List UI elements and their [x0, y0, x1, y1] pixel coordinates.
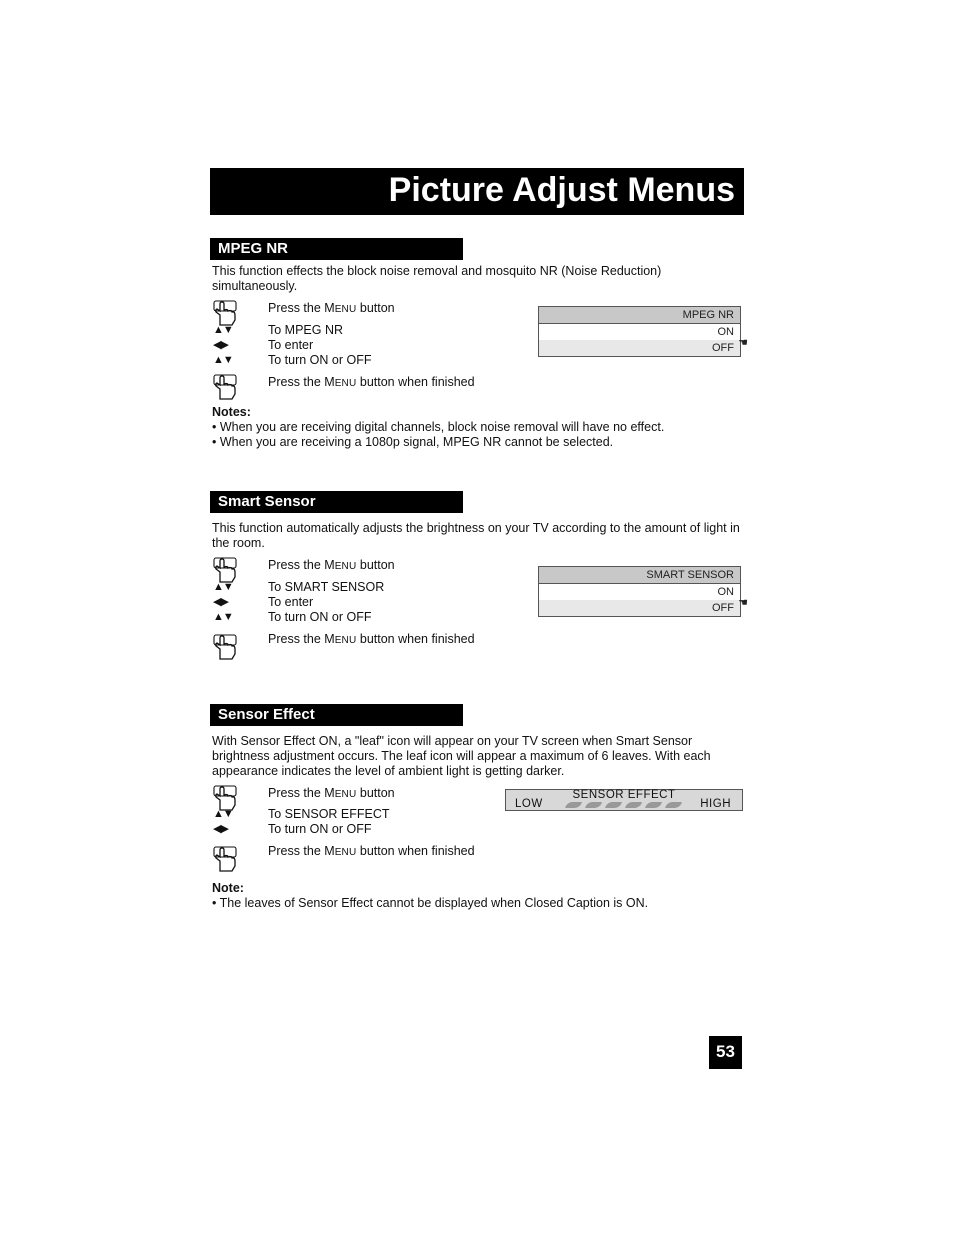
- step-enter: To enter: [268, 595, 314, 609]
- section-heading-text: MPEG NR: [218, 240, 289, 257]
- up-down-arrows-icon: ▲▼: [213, 808, 233, 820]
- left-right-arrows-icon: ◀▶: [213, 339, 228, 351]
- up-down-arrows-icon: ▲▼: [213, 354, 233, 366]
- osd-header: MPEG NR: [539, 307, 740, 324]
- osd-option-on: ON: [717, 326, 734, 338]
- osd-menu-smart-sensor: [538, 566, 748, 617]
- leaf-icon: [625, 802, 642, 808]
- osd-option-on: ON: [717, 586, 734, 598]
- up-down-arrows-icon: ▲▼: [213, 611, 233, 623]
- leaf-icon: [645, 802, 662, 808]
- hand-pointer-icon: ☚: [738, 597, 748, 609]
- note-item: • When you are receiving a 1080p signal, MPEG NR cannot be selected.: [212, 435, 614, 449]
- step-toggle: To turn ON or OFF: [268, 822, 372, 836]
- page-title-bar: [210, 168, 744, 215]
- page-number: 53: [716, 1042, 735, 1061]
- page-title: Picture Adjust Menus: [388, 171, 735, 209]
- step-press-menu: Press the MENU button: [268, 301, 395, 315]
- leaf-icon: [605, 802, 622, 808]
- step-select: To SMART SENSOR: [268, 580, 385, 594]
- osd-option-off: OFF ☚: [539, 340, 740, 356]
- leaf-icon: [665, 802, 682, 808]
- left-right-arrows-icon: ◀▶: [213, 823, 228, 835]
- hand-pointer-icon: ☚: [738, 337, 748, 349]
- section-description: This function automatically adjusts the brightness on your TV according to the amount of light in the room.: [212, 521, 740, 550]
- notes-heading: Note:: [212, 881, 244, 895]
- osd-menu-mpeg-nr: [538, 306, 748, 357]
- osd-header: SMART SENSOR: [539, 567, 740, 584]
- remote-button-press-icon: [213, 846, 237, 872]
- step-select: To MPEG NR: [268, 323, 344, 337]
- step-press-menu: Press the MENU button: [268, 786, 395, 800]
- step-press-menu: Press the MENU button: [268, 558, 395, 572]
- step-press-menu-finished: Press the MENU button when finished: [268, 844, 475, 858]
- section-heading-text: Smart Sensor: [218, 493, 316, 510]
- section-heading-text: Sensor Effect: [218, 706, 315, 723]
- section-heading-mpeg-nr: [210, 238, 463, 260]
- osd-option-off: OFF ☚: [539, 600, 740, 616]
- up-down-arrows-icon: ▲▼: [213, 581, 233, 593]
- osd-sensor-effect-bar: [505, 789, 743, 811]
- remote-button-press-icon: [213, 634, 237, 660]
- up-down-arrows-icon: ▲▼: [213, 324, 233, 336]
- step-toggle: To turn ON or OFF: [268, 610, 372, 624]
- note-item: • When you are receiving digital channels, block noise removal will have no effect.: [212, 420, 665, 434]
- step-press-menu-finished: Press the MENU button when finished: [268, 632, 475, 646]
- osd-sensor-effect-title: SENSOR EFFECT: [572, 789, 676, 801]
- note-item: • The leaves of Sensor Effect cannot be displayed when Closed Caption is ON.: [212, 896, 649, 910]
- leaf-icon: [565, 802, 582, 808]
- step-press-menu-finished: Press the MENU button when finished: [268, 375, 475, 389]
- section-heading-sensor-effect: [210, 704, 463, 726]
- osd-high-label: HIGH: [700, 798, 731, 810]
- page-number-badge: [709, 1036, 742, 1069]
- step-enter: To enter: [268, 338, 314, 352]
- notes-heading: Notes:: [212, 405, 251, 419]
- section-heading-smart-sensor: [210, 491, 463, 513]
- left-right-arrows-icon: ◀▶: [213, 596, 228, 608]
- step-toggle: To turn ON or OFF: [268, 353, 372, 367]
- remote-button-press-icon: [213, 374, 237, 400]
- leaf-icon: [585, 802, 602, 808]
- section-description: This function effects the block noise removal and mosquito NR (Noise Reduction) simultaneously.: [212, 264, 662, 293]
- section-description: With Sensor Effect ON, a "leaf" icon will appear on your TV screen when Smart Sensor brightness adjustment occurs. The leaf icon will appear a maximum of 6 leaves. With each appearance indicates the level of ambient light is getting darker.: [212, 734, 711, 778]
- osd-low-label: LOW: [515, 798, 543, 810]
- step-select: To SENSOR EFFECT: [268, 807, 390, 821]
